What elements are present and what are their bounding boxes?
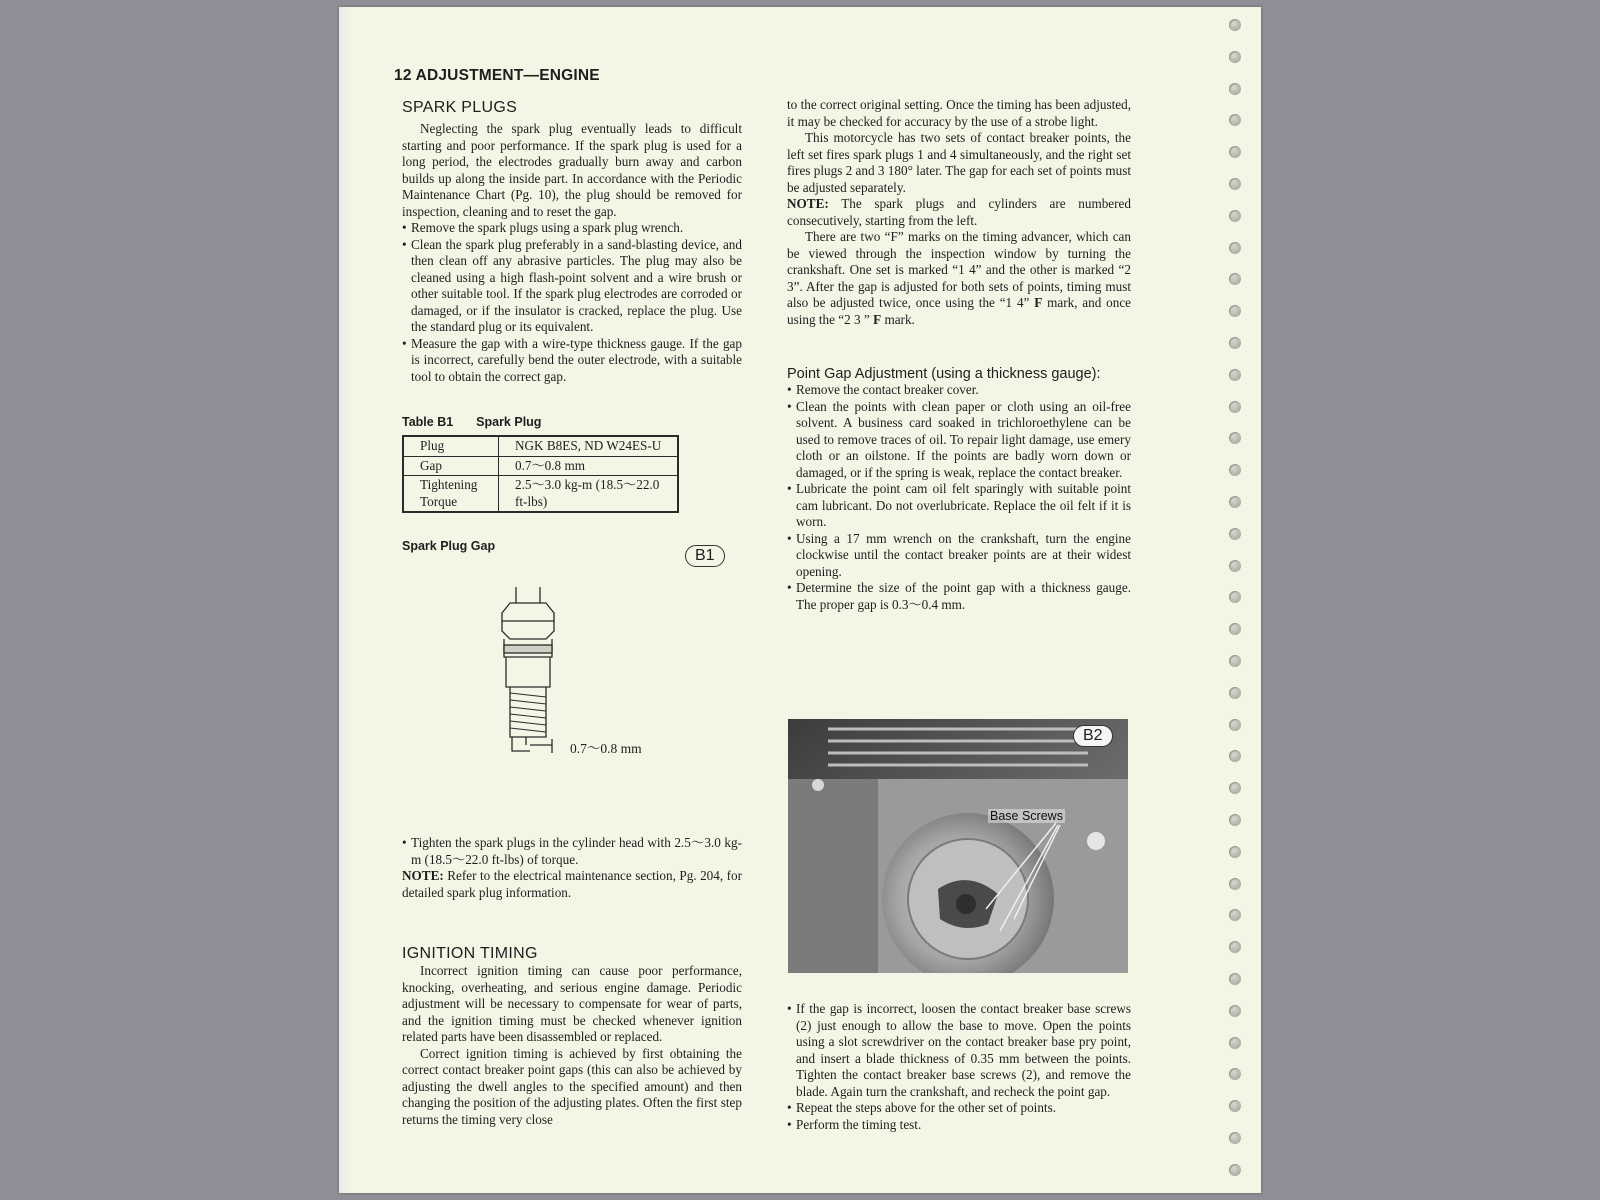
binding-hole — [1229, 941, 1241, 953]
binding-hole — [1229, 369, 1241, 381]
table-label: Table B1 — [402, 415, 454, 429]
point-gap-bullet: • Remove the contact breaker cover. — [787, 382, 979, 397]
table-cell-key: Plug — [403, 436, 499, 456]
table-cell-value: NGK B8ES, ND W24ES-U — [499, 436, 679, 456]
binding-hole — [1229, 19, 1241, 31]
right-column — [787, 97, 1131, 613]
figure-badge-b2: B2 — [1073, 725, 1113, 747]
tighten-bullet: • Tighten the spark plugs in the cylinder head with 2.5～3.0 kg-m (18.5～22.0 ft-lbs) of torque. — [402, 835, 742, 867]
spark-plug-bullet: • Remove the spark plugs using a spark plug wrench. — [402, 220, 684, 235]
binding-hole — [1229, 719, 1241, 731]
cylinder-note: NOTE: The spark plugs and cylinders are numbered consecutively, starting from the left. — [787, 196, 1131, 228]
spark-plug-bullet: • Clean the spark plug preferably in a sand-blasting device, and then clean off any abrasive particles. The plug may also be cleaned using a high flash-point solvent and a wire brush or other suitable tool. If the spark plug electrodes are corroded or damaged, or if the insulator is cracked, replace the plug. Use the standard plug or its equivalent. — [402, 236, 742, 334]
table-cell-value: 2.5～3.0 kg-m (18.5～22.0 ft-lbs) — [499, 476, 679, 513]
table-title: Spark Plug — [476, 415, 542, 429]
binding-hole — [1229, 655, 1241, 667]
binding-hole — [1229, 1164, 1241, 1176]
binding-hole — [1229, 1037, 1241, 1049]
binding-hole — [1229, 432, 1241, 444]
point-gap-bullet: • Perform the timing test. — [787, 1116, 922, 1132]
binding-hole — [1229, 814, 1241, 826]
spark-plug-figure — [402, 529, 742, 799]
base-screws-label: Base Screws — [990, 809, 1063, 823]
spark-plugs-intro: Neglecting the spark plug eventually leads to difficult starting and poor performance. If the spark plug is used for a long period, the electrodes gradually burn away and carbon builds up along the inside part. In accordance with the Periodic Maintenance Chart (Pg. 10), the plug should be removed for inspection, cleaning and to reset the gap. — [402, 121, 742, 219]
table-cell-key: Tightening Torque — [403, 476, 499, 513]
binding-hole — [1229, 464, 1241, 476]
figure-caption: Spark Plug Gap — [402, 539, 496, 553]
spiral-binding — [1211, 7, 1261, 1193]
binding-hole — [1229, 1005, 1241, 1017]
ignition-timing-heading: IGNITION TIMING — [402, 945, 538, 962]
ignition-para-2: Correct ignition timing is achieved by first obtaining the correct contact breaker point gaps (this can also be achieved by adjusting the dwell angles to the specified amount) and then changing the position of the adjusting plates. Often the first step returns the timing very close — [402, 1045, 742, 1127]
timing-marks-para: There are two “F” marks on the timing advancer, which can be viewed through the inspection window by turning the crankshaft. One set is marked “1 4” and the other is marked “2 3”. After the gap is adjusted for both sets of points, timing must also be adjusted twice, once using the “1 4” F mark, and once using the “2 3 ” F mark. — [787, 229, 1132, 327]
point-gap-bullet: • Determine the size of the point gap with a thickness gauge. The proper gap is 0.3～0.4 mm. — [787, 580, 1131, 612]
binding-hole — [1229, 1068, 1241, 1080]
binding-hole — [1229, 178, 1241, 190]
point-gap-bullet: • If the gap is incorrect, loosen the contact breaker base screws (2) just enough to allow the base to move. Open the points using a slot screwdriver on the contact breaker base pry point, and insert a blade thickness of 0.35 mm between the points. Tighten the contact breaker base screws (2), and remove the blade. Again turn the crankshaft, and recheck the point gap. — [787, 1001, 1131, 1099]
right-column-bottom — [787, 1001, 1131, 1133]
table-cell-key: Gap — [403, 456, 499, 476]
spark-plug-bullet: • Measure the gap with a wire-type thickness gauge. If the gap is incorrect, carefully bend the outer electrode, with a suitable tool to obtain the correct gap. — [402, 335, 742, 384]
binding-hole — [1229, 114, 1241, 126]
spark-plugs-heading: SPARK PLUGS — [402, 99, 518, 116]
timing-continuation: to the correct original setting. Once the timing has been adjusted, it may be checked for accuracy by the use of a strobe light. — [787, 97, 1131, 129]
table-row — [403, 456, 678, 476]
binding-hole — [1229, 242, 1241, 254]
engine-photo-illustration — [788, 719, 1128, 973]
spark-plug-note: NOTE: Refer to the electrical maintenance section, Pg. 204, for detailed spark plug information. — [402, 868, 743, 900]
manual-page — [339, 7, 1261, 1193]
page-header: 12 ADJUSTMENT—ENGINE — [394, 67, 600, 84]
ignition-para-1: Incorrect ignition timing can cause poor performance, knocking, overheating, and serious engine damage. Periodic adjustment will be necessary to compensate for wear of parts, and the ignition timing must be checked whenever ignition related parts have been disassembled or replaced. — [402, 963, 742, 1044]
table-caption — [402, 415, 742, 429]
contact-breaker-photo — [788, 719, 1128, 973]
binding-hole — [1229, 1100, 1241, 1112]
binding-hole — [1229, 878, 1241, 890]
binding-hole — [1229, 337, 1241, 349]
binding-hole — [1229, 782, 1241, 794]
binding-hole — [1229, 401, 1241, 413]
point-gap-bullet: • Clean the points with clean paper or cloth using an oil-free solvent. A business card soaked in trichloroethylene can be used to remove traces of oil. To repair light damage, use emery cloth or an oilstone. If the points are badly worn down or damaged, or if the spring is weak, replace the contact breaker. — [787, 398, 1131, 480]
binding-hole — [1229, 846, 1241, 858]
point-gap-bullet: • Using a 17 mm wrench on the crankshaft, turn the engine clockwise until the contact breaker points are at their widest opening. — [787, 530, 1131, 579]
table-row — [403, 436, 678, 456]
binding-hole — [1229, 51, 1241, 63]
point-gap-bullet: • Lubricate the point cam oil felt sparingly with suitable point cam lubricant. Do not overlubricate. Replace the oil felt if it is worn. — [787, 481, 1131, 529]
contact-points-para: This motorcycle has two sets of contact breaker points, the left set fires spark plugs 1 and 4 simultaneously, and the right set fires plugs 2 and 3 180° later. The gap for each set of points must be adjusted separately. — [787, 130, 1131, 195]
binding-hole — [1229, 591, 1241, 603]
binding-hole — [1229, 687, 1241, 699]
point-gap-heading: Point Gap Adjustment (using a thickness gauge): — [787, 366, 1101, 382]
spark-plug-illustration — [482, 587, 582, 767]
binding-hole — [1229, 305, 1241, 317]
binding-hole — [1229, 496, 1241, 508]
binding-hole — [1229, 146, 1241, 158]
spark-plug-table — [402, 435, 679, 513]
binding-hole — [1229, 560, 1241, 572]
figure-badge-b1: B1 — [685, 545, 725, 567]
table-row — [403, 476, 678, 513]
page-edge — [339, 7, 351, 1193]
gap-dimension-label: 0.7～0.8 mm — [570, 741, 642, 756]
binding-hole — [1229, 750, 1241, 762]
binding-hole — [1229, 973, 1241, 985]
binding-hole — [1229, 623, 1241, 635]
binding-hole — [1229, 1132, 1241, 1144]
table-cell-value: 0.7～0.8 mm — [499, 456, 679, 476]
binding-hole — [1229, 528, 1241, 540]
binding-hole — [1229, 909, 1241, 921]
binding-hole — [1229, 273, 1241, 285]
binding-hole — [1229, 83, 1241, 95]
binding-hole — [1229, 210, 1241, 222]
point-gap-bullet: • Repeat the steps above for the other set of points. — [787, 1100, 1057, 1115]
left-column — [402, 99, 742, 1128]
